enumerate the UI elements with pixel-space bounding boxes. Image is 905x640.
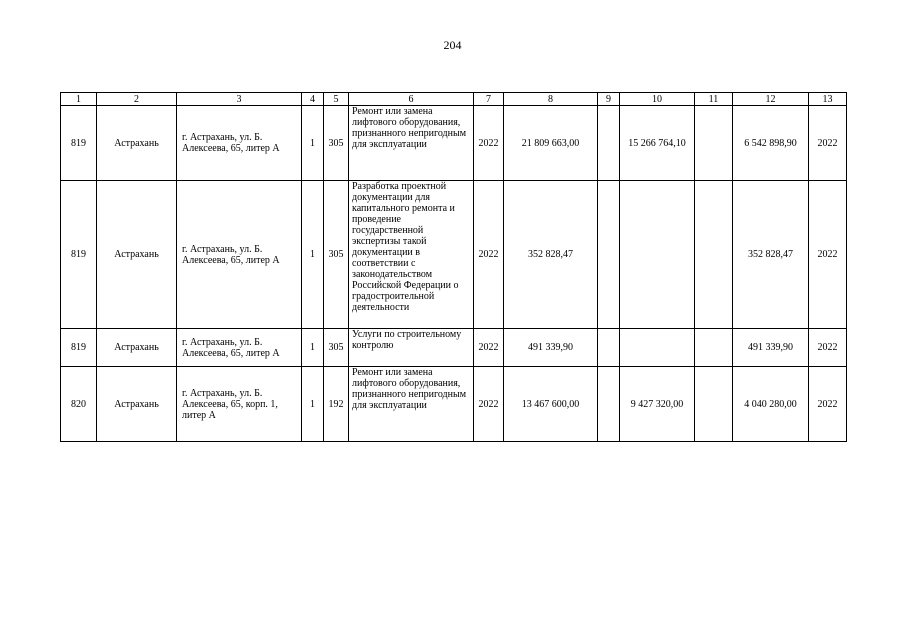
cell-year: 2022 [474,367,504,442]
page-number: 204 [443,38,462,52]
cell-col5: 305 [324,329,349,367]
cell-col5: 305 [324,181,349,329]
cell-number: 819 [61,106,97,181]
cell-total: 13 467 600,00 [504,367,598,442]
cell-col12: 4 040 280,00 [733,367,809,442]
header-cell: 10 [620,93,695,106]
cell-col13: 2022 [809,181,847,329]
cell-address: г. Астрахань, ул. Б. Алексеева, 65, литер А [177,106,302,181]
header-cell: 2 [97,93,177,106]
cell-col11 [695,181,733,329]
cell-col5: 192 [324,367,349,442]
cell-col13: 2022 [809,367,847,442]
cell-total: 352 828,47 [504,181,598,329]
header-cell: 13 [809,93,847,106]
header-cell: 8 [504,93,598,106]
cell-col11 [695,367,733,442]
cell-col4: 1 [302,106,324,181]
header-cell: 11 [695,93,733,106]
cell-col5: 305 [324,106,349,181]
table-row [61,329,847,367]
cell-year: 2022 [474,106,504,181]
table-header-row [61,93,847,106]
header-cell: 3 [177,93,302,106]
header-cell: 7 [474,93,504,106]
cell-col4: 1 [302,367,324,442]
cell-col10: 9 427 320,00 [620,367,695,442]
cell-work-type: Услуги по строительному контролю [349,329,474,367]
cell-col12: 491 339,90 [733,329,809,367]
cell-city: Астрахань [97,181,177,329]
cell-work-type: Ремонт или замена лифтового оборудования, признанного непригодным для эксплуатации [349,106,474,181]
cell-col9 [598,106,620,181]
header-cell: 6 [349,93,474,106]
cell-address: г. Астрахань, ул. Б. Алексеева, 65, литер А [177,181,302,329]
cell-col11 [695,329,733,367]
table-row [61,367,847,442]
cell-year: 2022 [474,329,504,367]
cell-col13: 2022 [809,106,847,181]
cell-number: 820 [61,367,97,442]
cell-col12: 6 542 898,90 [733,106,809,181]
header-cell: 9 [598,93,620,106]
cell-col4: 1 [302,181,324,329]
header-cell: 12 [733,93,809,106]
cell-city: Астрахань [97,106,177,181]
table-row [61,106,847,181]
cell-address: г. Астрахань, ул. Б. Алексеева, 65, литер А [177,329,302,367]
cell-year: 2022 [474,181,504,329]
cell-col12: 352 828,47 [733,181,809,329]
cell-work-type: Ремонт или замена лифтового оборудования, признанного непригодным для эксплуатации [349,367,474,442]
cell-col4: 1 [302,329,324,367]
header-cell: 4 [302,93,324,106]
cell-col9 [598,367,620,442]
cell-col10 [620,181,695,329]
cell-city: Астрахань [97,367,177,442]
works-table [60,92,847,442]
cell-col9 [598,181,620,329]
cell-total: 21 809 663,00 [504,106,598,181]
cell-city: Астрахань [97,329,177,367]
table-row [61,181,847,329]
cell-col10: 15 266 764,10 [620,106,695,181]
cell-col9 [598,329,620,367]
cell-total: 491 339,90 [504,329,598,367]
header-cell: 5 [324,93,349,106]
cell-col13: 2022 [809,329,847,367]
cell-col10 [620,329,695,367]
cell-number: 819 [61,329,97,367]
cell-number: 819 [61,181,97,329]
header-cell: 1 [61,93,97,106]
cell-col11 [695,106,733,181]
cell-work-type: Разработка проектной документации для капитального ремонта и проведение государственной экспертизы такой документации в соответствии с законодательством Российской Федерации о градостроительной деятельности [349,181,474,329]
cell-address: г. Астрахань, ул. Б. Алексеева, 65, корп. 1, литер А [177,367,302,442]
